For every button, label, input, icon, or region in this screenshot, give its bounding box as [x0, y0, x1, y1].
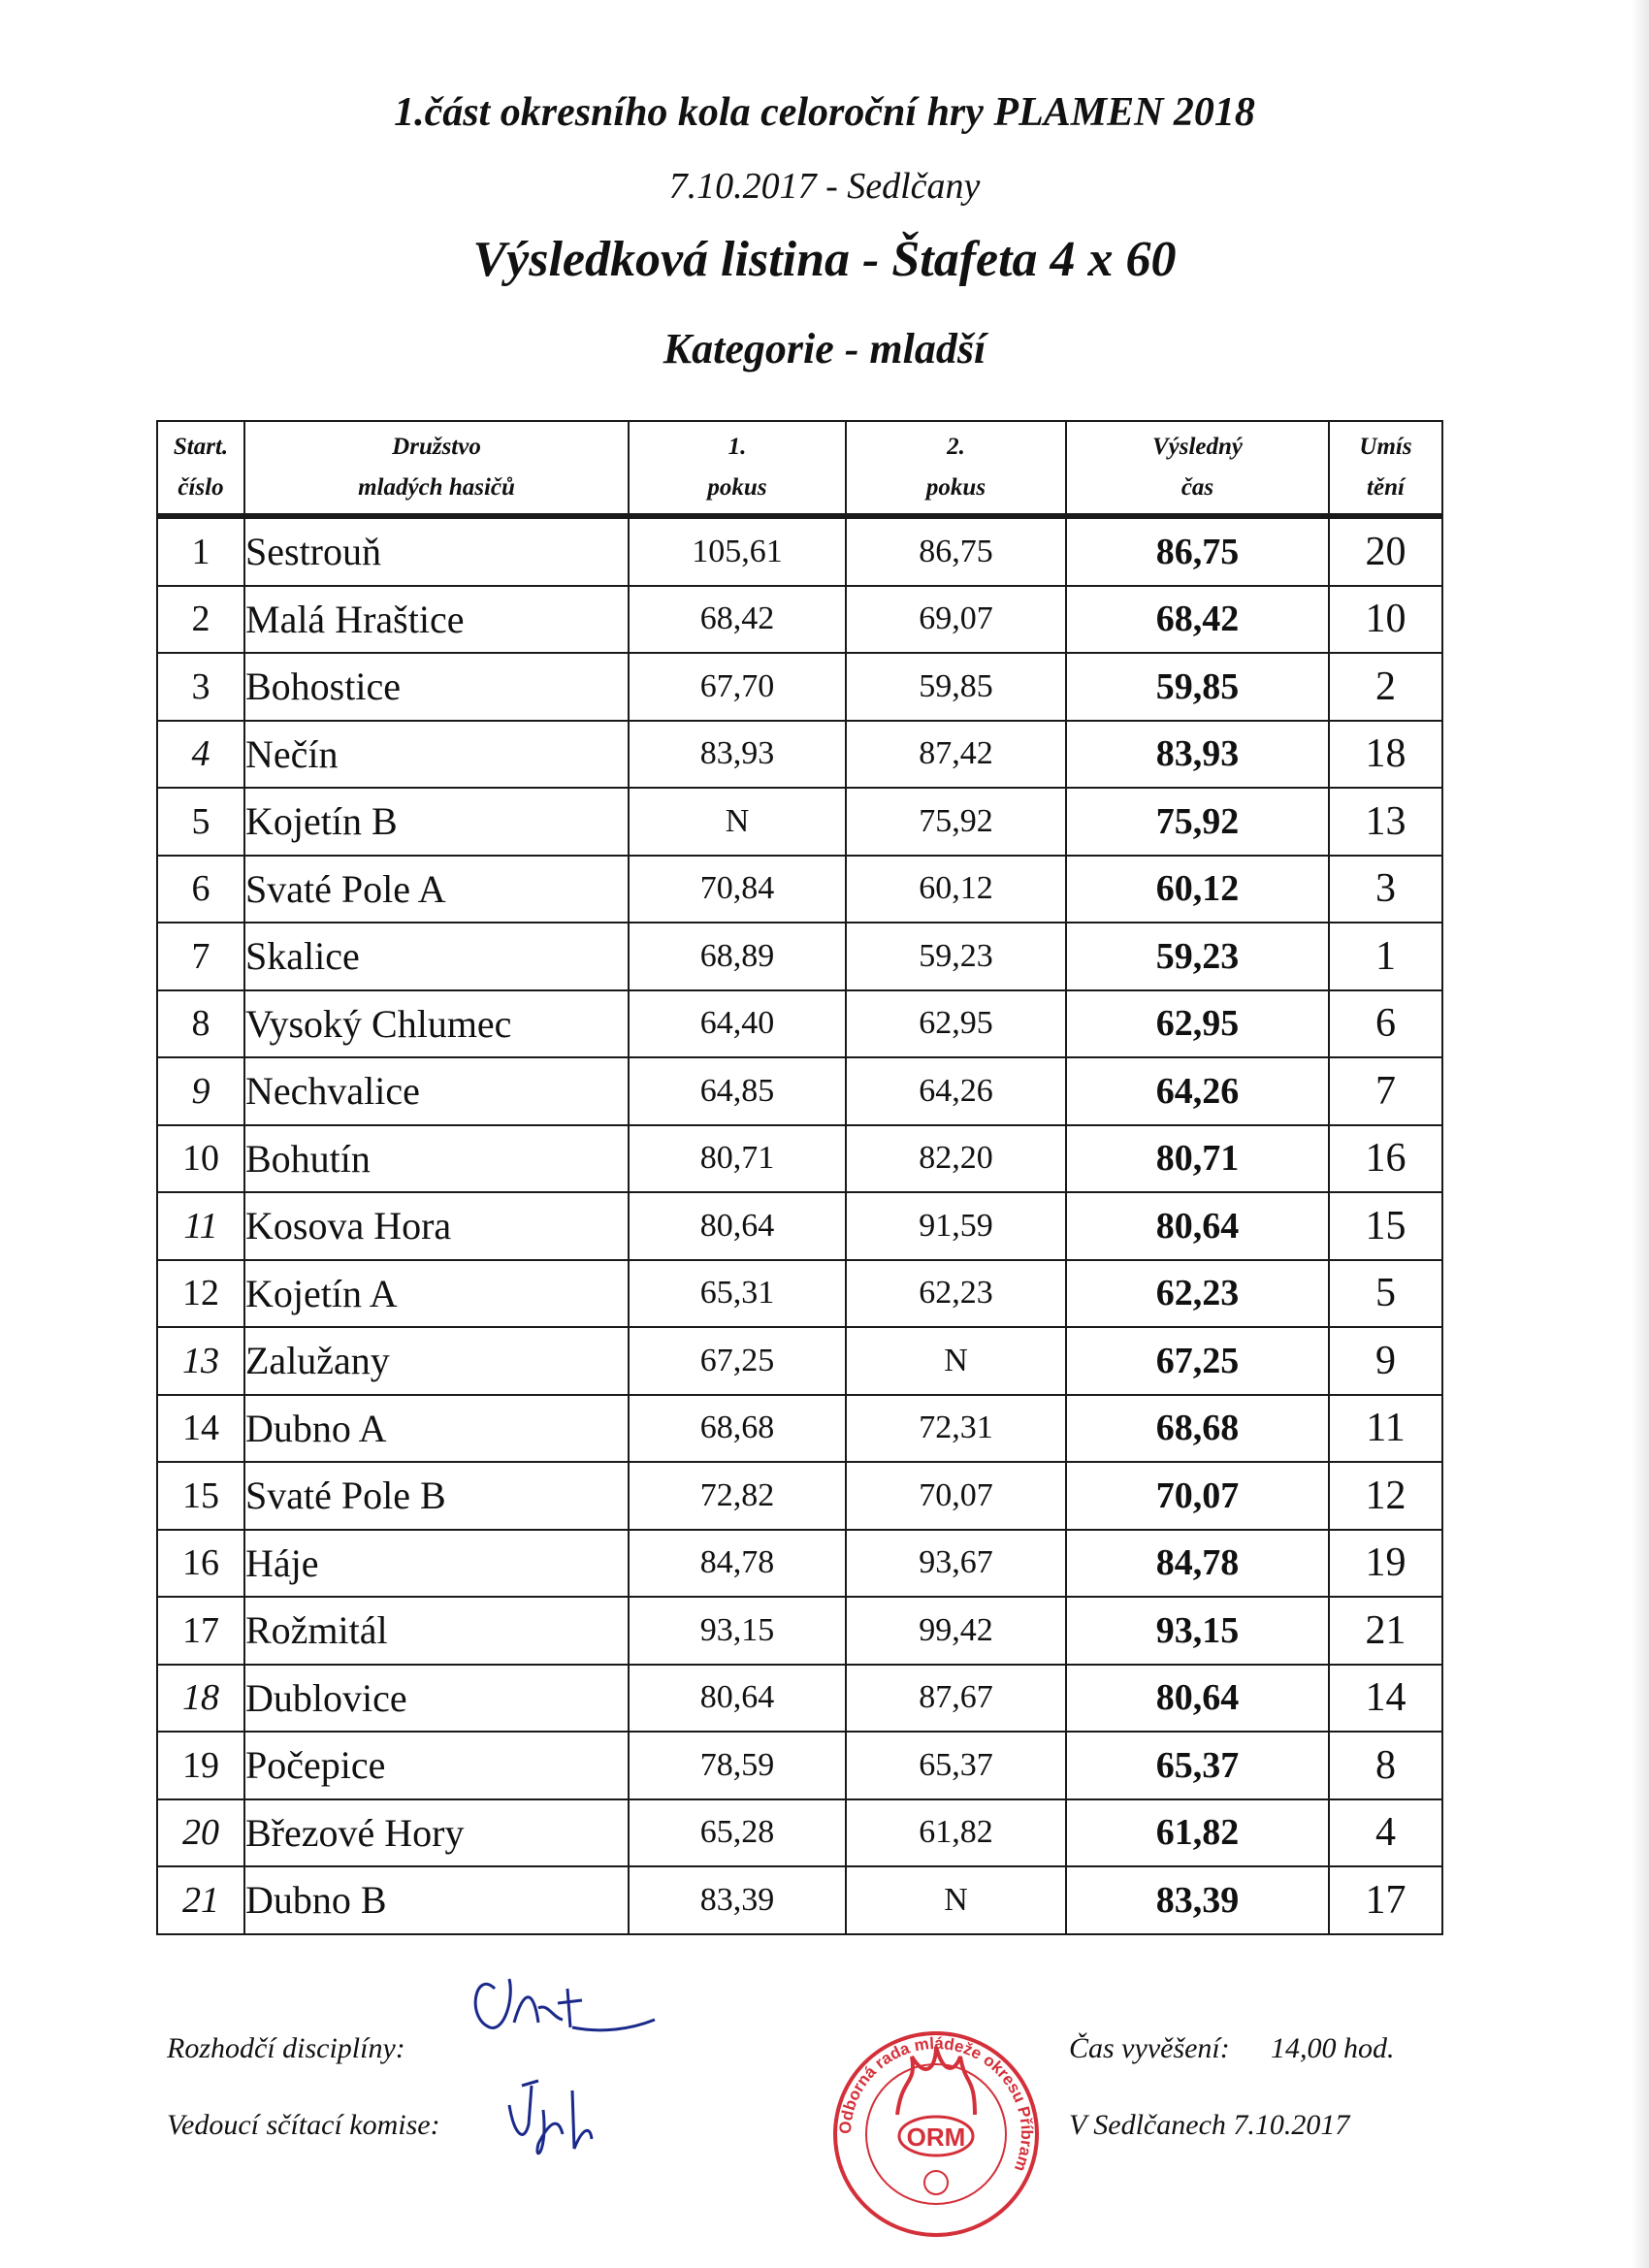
table-row: [157, 1799, 1442, 1867]
attempt1-cell: 72,82: [629, 1462, 846, 1530]
team-name-cell: Bohostice: [244, 653, 629, 721]
table-row: [157, 1260, 1442, 1328]
attempt2-cell: 93,67: [846, 1530, 1066, 1598]
start-number-cell: 19: [157, 1732, 244, 1799]
team-name-cell: Nechvalice: [244, 1057, 629, 1125]
start-number-cell: 21: [157, 1866, 244, 1934]
column-header-start: Start. číslo: [157, 421, 244, 516]
rank-cell: 12: [1329, 1462, 1442, 1530]
place-date: V Sedlčanech 7.10.2017: [1069, 2109, 1350, 2141]
start-number-cell: 6: [157, 856, 244, 923]
final-time-cell: 83,93: [1066, 721, 1329, 789]
final-time-cell: 80,64: [1066, 1665, 1329, 1733]
final-time-cell: 83,39: [1066, 1866, 1329, 1934]
final-time-cell: 86,75: [1066, 516, 1329, 586]
team-name-cell: Dubno A: [244, 1395, 629, 1463]
attempt1-cell: 78,59: [629, 1732, 846, 1799]
rank-cell: 15: [1329, 1192, 1442, 1260]
attempt2-cell: 65,37: [846, 1732, 1066, 1799]
table-row: [157, 1192, 1442, 1260]
table-row: [157, 856, 1442, 923]
final-time-cell: 70,07: [1066, 1462, 1329, 1530]
attempt1-cell: 64,85: [629, 1057, 846, 1125]
rank-cell: 17: [1329, 1866, 1442, 1934]
start-number-cell: 15: [157, 1462, 244, 1530]
final-time-cell: 80,71: [1066, 1125, 1329, 1193]
table-row: [157, 1125, 1442, 1193]
column-header-team: Družstvo mladých hasičů: [244, 421, 629, 516]
rank-cell: 2: [1329, 653, 1442, 721]
rank-cell: 18: [1329, 721, 1442, 789]
attempt1-cell: 80,71: [629, 1125, 846, 1193]
team-name-cell: Kojetín A: [244, 1260, 629, 1328]
results-table: [156, 420, 1443, 1935]
posted-time-value: 14,00 hod.: [1271, 2032, 1395, 2064]
attempt2-cell: 72,31: [846, 1395, 1066, 1463]
table-header-row: [157, 421, 1442, 516]
team-name-cell: Rožmitál: [244, 1597, 629, 1665]
table-row: [157, 1530, 1442, 1598]
category-label: Kategorie - mladší: [663, 325, 986, 373]
date-place: 7.10.2017 - Sedlčany: [668, 166, 981, 207]
table-row: [157, 788, 1442, 856]
attempt1-cell: 67,70: [629, 653, 846, 721]
start-number-cell: 16: [157, 1530, 244, 1598]
table-row: [157, 1866, 1442, 1934]
posted-time-label: Čas vyvěšení:: [1069, 2032, 1230, 2064]
attempt2-cell: 62,95: [846, 990, 1066, 1058]
team-name-cell: Skalice: [244, 923, 629, 990]
attempt1-cell: 65,31: [629, 1260, 846, 1328]
attempt2-cell: 91,59: [846, 1192, 1066, 1260]
attempt2-cell: 69,07: [846, 586, 1066, 654]
start-number-cell: 20: [157, 1799, 244, 1867]
final-time-cell: 59,85: [1066, 653, 1329, 721]
table-row: [157, 923, 1442, 990]
attempt1-cell: 105,61: [629, 516, 846, 586]
table-row: [157, 1395, 1442, 1463]
table-row: [157, 1057, 1442, 1125]
start-number-cell: 17: [157, 1597, 244, 1665]
start-number-cell: 3: [157, 653, 244, 721]
rank-cell: 9: [1329, 1327, 1442, 1395]
attempt1-cell: 80,64: [629, 1665, 846, 1733]
rank-cell: 19: [1329, 1530, 1442, 1598]
final-time-cell: 59,23: [1066, 923, 1329, 990]
attempt1-cell: 80,64: [629, 1192, 846, 1260]
attempt2-cell: 75,92: [846, 788, 1066, 856]
table-row: [157, 721, 1442, 789]
final-time-cell: 68,42: [1066, 586, 1329, 654]
rank-cell: 7: [1329, 1057, 1442, 1125]
start-number-cell: 12: [157, 1260, 244, 1328]
attempt2-cell: N: [846, 1866, 1066, 1934]
document-subtitle: Výsledková listina - Štafeta 4 x 60: [472, 232, 1177, 287]
start-number-cell: 5: [157, 788, 244, 856]
attempt2-cell: 62,23: [846, 1260, 1066, 1328]
attempt1-cell: 83,93: [629, 721, 846, 789]
column-header-attempt1: 1. pokus: [629, 421, 846, 516]
attempt1-cell: 84,78: [629, 1530, 846, 1598]
table-row: [157, 1327, 1442, 1395]
attempt2-cell: 99,42: [846, 1597, 1066, 1665]
attempt1-cell: 67,25: [629, 1327, 846, 1395]
start-number-cell: 4: [157, 721, 244, 789]
team-name-cell: Kojetín B: [244, 788, 629, 856]
attempt1-cell: 68,42: [629, 586, 846, 654]
start-number-cell: 10: [157, 1125, 244, 1193]
rank-cell: 11: [1329, 1395, 1442, 1463]
team-name-cell: Březové Hory: [244, 1799, 629, 1867]
attempt2-cell: 61,82: [846, 1799, 1066, 1867]
rank-cell: 5: [1329, 1260, 1442, 1328]
attempt1-cell: 65,28: [629, 1799, 846, 1867]
rank-cell: 1: [1329, 923, 1442, 990]
final-time-cell: 62,95: [1066, 990, 1329, 1058]
stamp-ring-text: Odborná rada mládeže okresu Příbram: [835, 2033, 1037, 2174]
attempt1-cell: 68,89: [629, 923, 846, 990]
final-time-cell: 84,78: [1066, 1530, 1329, 1598]
attempt1-cell: 64,40: [629, 990, 846, 1058]
table-row: [157, 586, 1442, 654]
start-number-cell: 11: [157, 1192, 244, 1260]
attempt2-cell: 59,85: [846, 653, 1066, 721]
start-number-cell: 2: [157, 586, 244, 654]
final-time-cell: 67,25: [1066, 1327, 1329, 1395]
table-row: [157, 1462, 1442, 1530]
team-name-cell: Vysoký Chlumec: [244, 990, 629, 1058]
document-title: 1.část okresního kola celoroční hry PLAMEN 2018: [394, 90, 1255, 135]
team-name-cell: Malá Hraštice: [244, 586, 629, 654]
rank-cell: 13: [1329, 788, 1442, 856]
attempt1-cell: 70,84: [629, 856, 846, 923]
table-row: [157, 653, 1442, 721]
start-number-cell: 8: [157, 990, 244, 1058]
team-name-cell: Nečín: [244, 721, 629, 789]
final-time-cell: 62,23: [1066, 1260, 1329, 1328]
rank-cell: 8: [1329, 1732, 1442, 1799]
start-number-cell: 18: [157, 1665, 244, 1733]
team-name-cell: Zalužany: [244, 1327, 629, 1395]
start-number-cell: 9: [157, 1057, 244, 1125]
attempt2-cell: 60,12: [846, 856, 1066, 923]
table-row: [157, 516, 1442, 586]
rank-cell: 14: [1329, 1665, 1442, 1733]
team-name-cell: Bohutín: [244, 1125, 629, 1193]
team-name-cell: Kosova Hora: [244, 1192, 629, 1260]
table-row: [157, 1732, 1442, 1799]
start-number-cell: 13: [157, 1327, 244, 1395]
commission-signature: [495, 2066, 611, 2173]
team-name-cell: Počepice: [244, 1732, 629, 1799]
attempt1-cell: 68,68: [629, 1395, 846, 1463]
orm-stamp: [829, 2027, 1043, 2241]
commission-label: Vedoucí sčítací komise:: [167, 2109, 440, 2141]
attempt1-cell: 83,39: [629, 1866, 846, 1934]
column-header-rank: Umís tění: [1329, 421, 1442, 516]
rank-cell: 10: [1329, 586, 1442, 654]
attempt2-cell: 64,26: [846, 1057, 1066, 1125]
rank-cell: 16: [1329, 1125, 1442, 1193]
attempt2-cell: 87,42: [846, 721, 1066, 789]
team-name-cell: Svaté Pole A: [244, 856, 629, 923]
column-header-attempt2: 2. pokus: [846, 421, 1066, 516]
team-name-cell: Sestrouň: [244, 516, 629, 586]
attempt1-cell: 93,15: [629, 1597, 846, 1665]
attempt2-cell: 82,20: [846, 1125, 1066, 1193]
attempt2-cell: 59,23: [846, 923, 1066, 990]
final-time-cell: 80,64: [1066, 1192, 1329, 1260]
table-row: [157, 990, 1442, 1058]
stamp-center-text: ORM: [906, 2122, 966, 2152]
attempt1-cell: N: [629, 788, 846, 856]
start-number-cell: 14: [157, 1395, 244, 1463]
team-name-cell: Dublovice: [244, 1665, 629, 1733]
table-row: [157, 1597, 1442, 1665]
attempt2-cell: 86,75: [846, 516, 1066, 586]
judge-label: Rozhodčí disciplíny:: [167, 2032, 405, 2064]
final-time-cell: 61,82: [1066, 1799, 1329, 1867]
rank-cell: 3: [1329, 856, 1442, 923]
start-number-cell: 1: [157, 516, 244, 586]
attempt2-cell: 87,67: [846, 1665, 1066, 1733]
final-time-cell: 60,12: [1066, 856, 1329, 923]
column-header-final-time: Výsledný čas: [1066, 421, 1329, 516]
team-name-cell: Dubno B: [244, 1866, 629, 1934]
final-time-cell: 75,92: [1066, 788, 1329, 856]
judge-signature: [456, 1950, 669, 2047]
attempt2-cell: N: [846, 1327, 1066, 1395]
team-name-cell: Svaté Pole B: [244, 1462, 629, 1530]
start-number-cell: 7: [157, 923, 244, 990]
attempt2-cell: 70,07: [846, 1462, 1066, 1530]
final-time-cell: 68,68: [1066, 1395, 1329, 1463]
table-row: [157, 1665, 1442, 1733]
rank-cell: 6: [1329, 990, 1442, 1058]
final-time-cell: 93,15: [1066, 1597, 1329, 1665]
rank-cell: 20: [1329, 516, 1442, 586]
final-time-cell: 64,26: [1066, 1057, 1329, 1125]
rank-cell: 21: [1329, 1597, 1442, 1665]
team-name-cell: Háje: [244, 1530, 629, 1598]
final-time-cell: 65,37: [1066, 1732, 1329, 1799]
rank-cell: 4: [1329, 1799, 1442, 1867]
